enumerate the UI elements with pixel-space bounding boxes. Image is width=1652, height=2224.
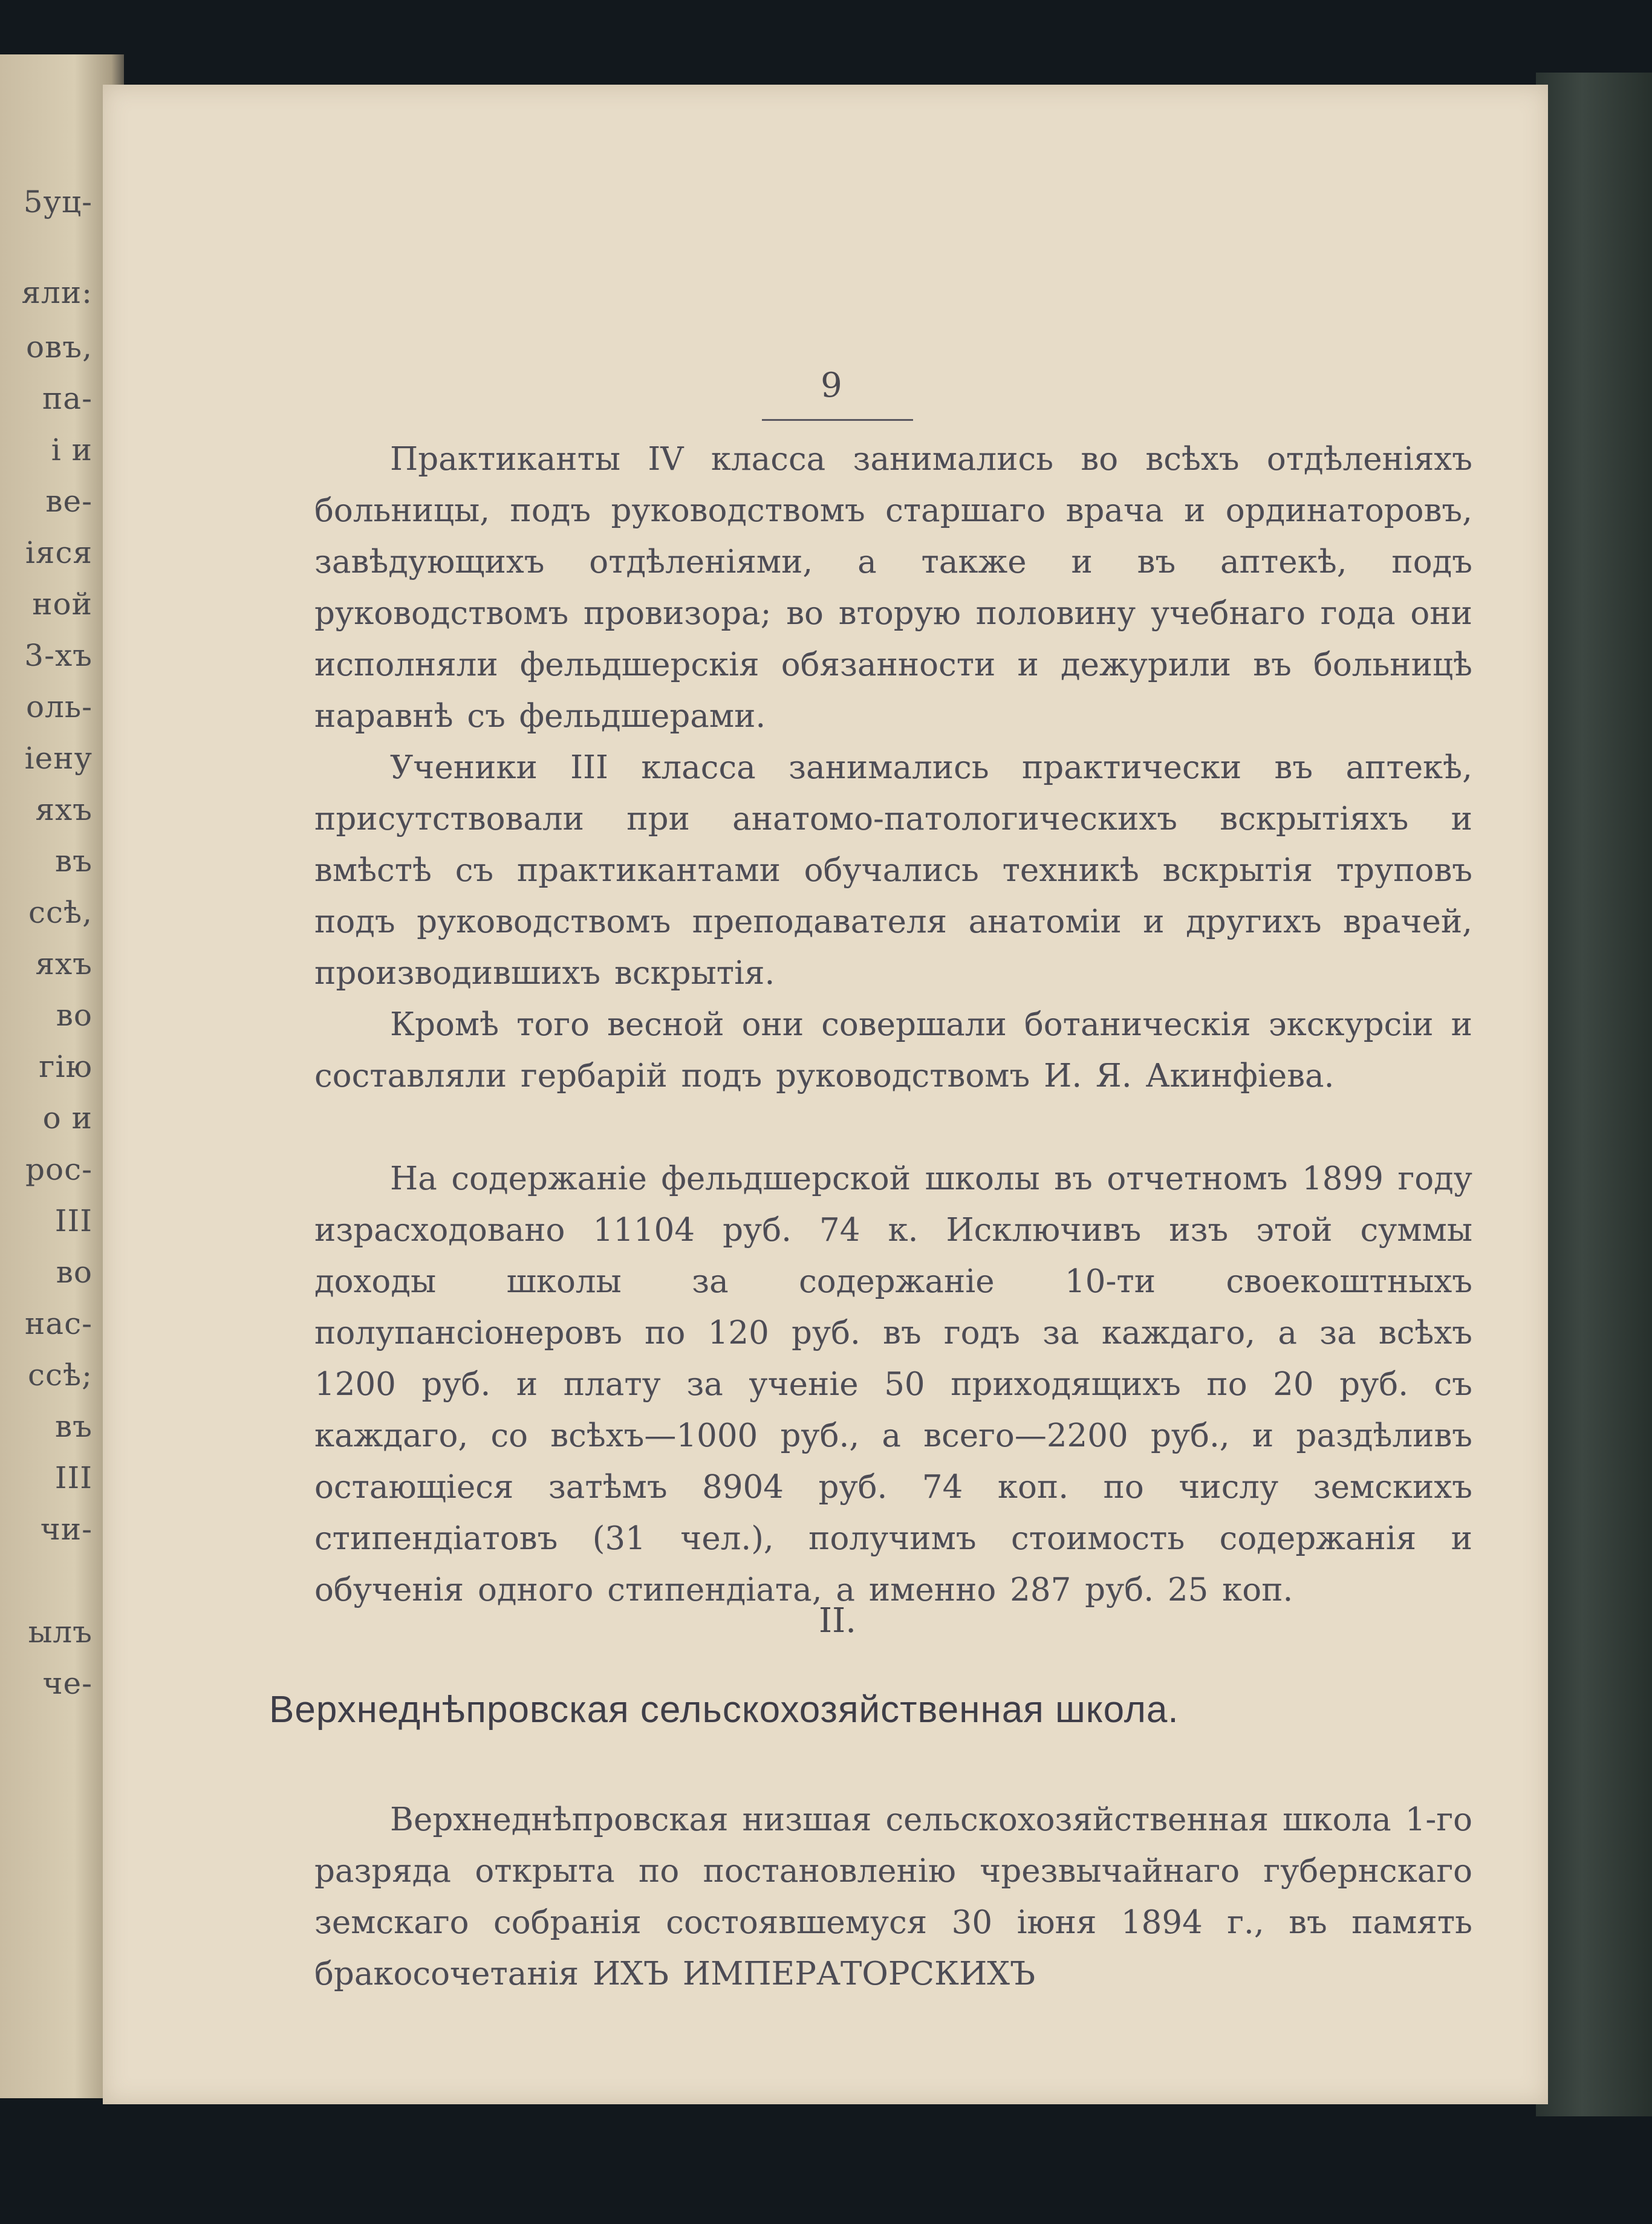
left-page-text-fragment: въ [55,844,93,879]
left-page-text-fragment: оль- [26,689,93,724]
left-page-text-fragment: ылъ [28,1614,93,1650]
left-page-text-fragment: нас- [24,1306,93,1341]
header-rule [762,419,913,421]
left-page-text-fragment: во [56,1255,93,1290]
left-page-text-fragment: ссѣ; [27,1357,93,1393]
left-page-text-fragment: овъ, [26,330,93,365]
paragraph-excursions: Кромѣ того весной они совершали ботаническія экскурсіи и составляли гербарій подъ руководствомъ И. Я. Акинфіева. [314,1006,1472,1094]
left-page-text-fragment: іену [24,741,93,776]
section-title: Верхнеднѣпровская сельскохозяйственная школа. [269,1689,1179,1731]
paragraph-school-history: Верхнеднѣпровская низшая сельскохозяйственная школа 1-го разряда открыта по постановленію чрезвычайнаго губернскаго земскаго собранія состоявшемуся 30 іюня 1894 г., въ память бракосочетанія ИХЪ ИМПЕРАТОРСКИХЪ [314,1801,1472,1992]
left-page-text-fragment: ной [32,587,93,622]
left-page-text-fragment: яхъ [35,792,93,827]
left-page-text-fragment: ве- [45,484,93,519]
left-page-text-fragment: 3-хъ [24,638,93,673]
left-page-text-fragment: яли: [21,275,93,310]
left-page-text-fragment: і и [51,432,93,467]
left-page-text-fragment: рос- [25,1152,93,1187]
left-page-text-fragment: чи- [40,1512,93,1547]
book-page [103,85,1548,2104]
left-page-text-fragment: ссѣ, [28,895,93,930]
paragraph-expenses: На содержаніе фельдшерской школы въ отчетномъ 1899 году израсходовано 11104 руб. 74 к. Исключивъ изъ этой суммы доходы школы за содержаніе 10-ти своекоштныхъ полупансіонеровъ по 120 руб. въ годъ за каждаго, а за всѣхъ 1200 руб. и плату за ученіе 50 приходящихъ по 20 руб. съ каждаго, со всѣхъ—1000 руб., а всего—2200 руб., и раздѣливъ остающіеся затѣмъ 8904 руб. 74 коп. по числу земскихъ стипендіатовъ (31 чел.), получимъ стоимость содержанія и обученія одного стипендіата, а именно 287 руб. 25 коп. [314,1160,1472,1608]
paragraph-students: Ученики III класса занимались практически въ аптекѣ, присутствовали при анатомо-патологическихъ вскрытіяхъ и вмѣстѣ съ практикантами обучались техникѣ вскрытія труповъ подъ руководствомъ преподавателя анатоміи и другихъ врачей, производившихъ вскрытія. [314,749,1472,992]
left-page-text-fragment: III [54,1203,93,1238]
left-page-text-fragment: гію [39,1049,93,1084]
left-page-text-fragment: іяся [25,535,93,570]
section-number: II. [818,1601,857,1640]
left-page-text-fragment: па- [42,381,93,416]
book-cover-edge [1536,73,1652,2116]
page-number: 9 [821,366,842,405]
paragraph-practicants: Практиканты IV класса занимались во всѣхъ отдѣленіяхъ больницы, подъ руководствомъ старшаго врача и ординаторовъ, завѣдующихъ отдѣленіями, а также и въ аптекѣ, подъ руководствомъ провизора; во вторую половину учебнаго года они исполняли фельдшерскія обязанности и дежурили въ больницѣ наравнѣ съ фельдшерами. [314,441,1472,735]
left-page-text-fragment: 5уц- [23,184,93,219]
left-page-text-fragment: III [54,1460,93,1495]
left-page-text-fragment: въ [55,1409,93,1444]
left-page-text-fragment: во [56,998,93,1033]
left-page-text-fragment: яхъ [35,946,93,981]
left-page-text-fragment: о и [42,1101,93,1136]
left-page-text-fragment: че- [42,1666,93,1701]
